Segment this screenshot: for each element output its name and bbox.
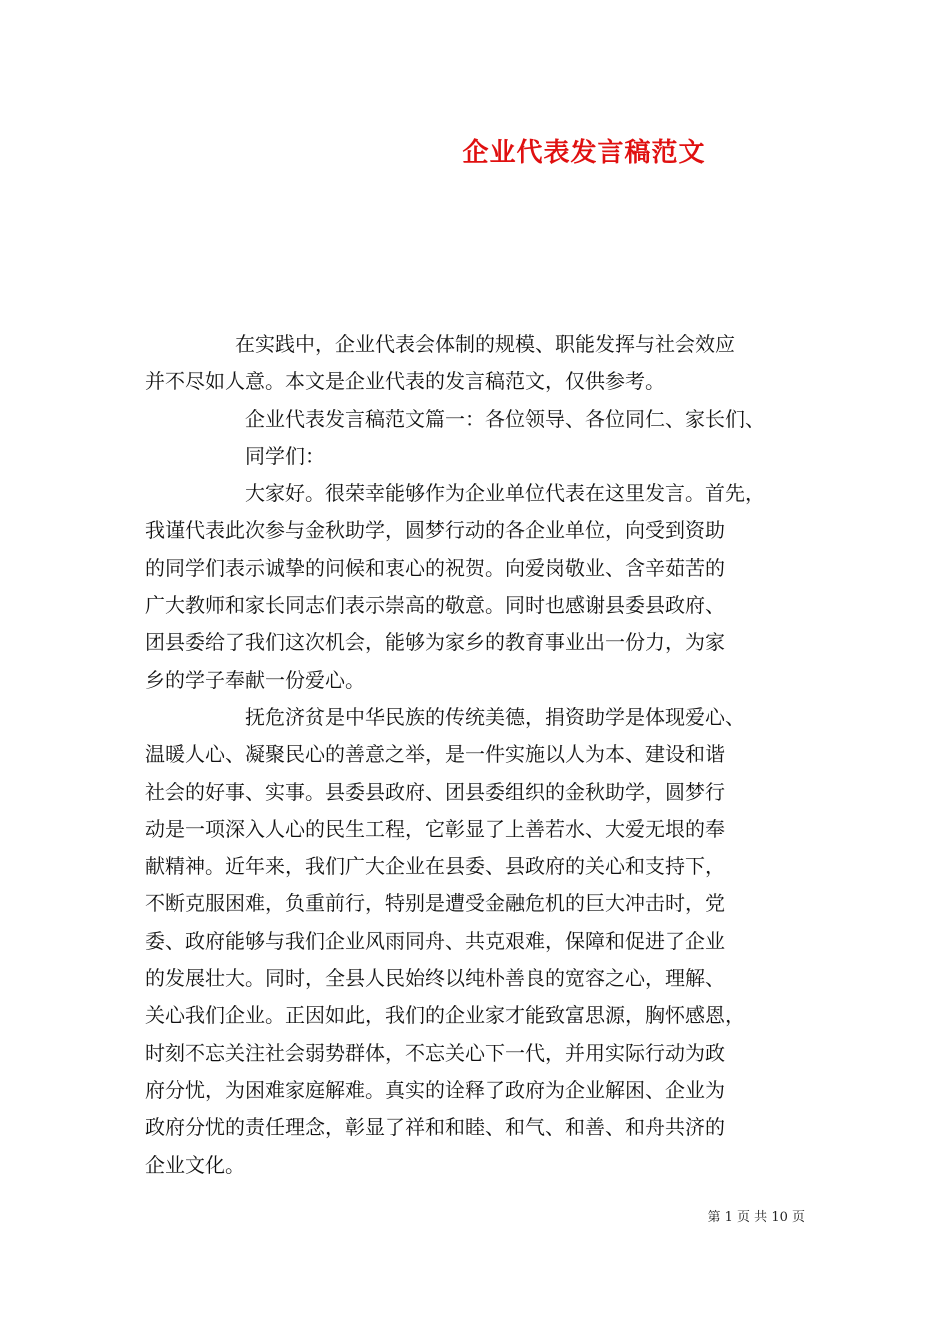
document-body	[145, 326, 810, 1184]
text-line: 府分忧，为困难家庭解难。真实的诠释了政府为企业解困、企业为	[145, 1077, 725, 1102]
text-line: 我谨代表此次参与金秋助学，圆梦行动的各企业单位，向受到资助	[145, 518, 725, 543]
text-line: 关心我们企业。正因如此，我们的企业家才能致富思源，胸怀感恩，	[145, 1003, 745, 1028]
text-line: 在实践中，企业代表会体制的规模、职能发挥与社会效应	[235, 332, 735, 356]
text-line: 献精神。近年来，我们广大企业在县委、县政府的关心和支持下，	[145, 854, 725, 879]
text-line: 温暖人心、凝聚民心的善意之举，是一件实施以人为本、建设和谐	[145, 742, 725, 767]
text-line: 的发展壮大。同时，全县人民始终以纯朴善良的宽容之心，理解、	[145, 966, 725, 991]
text-line: 政府分忧的责任理念，彰显了祥和和睦、和气、和善、和舟共济的	[145, 1115, 725, 1140]
text-line: 企业代表发言稿范文篇一：各位领导、各位同仁、家长们、	[245, 406, 765, 431]
text-line: 大家好。很荣幸能够作为企业单位代表在这里发言。首先，	[245, 481, 765, 506]
text-line: 动是一项深入人心的民生工程，它彰显了上善若水、大爱无垠的奉	[145, 816, 725, 841]
text-line: 抚危济贫是中华民族的传统美德，捐资助学是体现爱心、	[245, 704, 745, 729]
text-line: 企业文化。	[145, 1152, 245, 1177]
text-line: 不断克服困难，负重前行，特别是遭受金融危机的巨大冲击时，党	[145, 891, 725, 916]
text-line: 的同学们表示诚挚的问候和衷心的祝贺。向爱岗敬业、含辛茹苦的	[145, 555, 725, 580]
text-line: 乡的学子奉献一份爱心。	[145, 667, 365, 692]
text-line: 委、政府能够与我们企业风雨同舟、共克艰难，保障和促进了企业	[145, 928, 725, 953]
page-number-footer: 第 1 页 共 10 页	[707, 1210, 805, 1225]
text-line: 同学们：	[245, 443, 325, 468]
document-title: 企业代表发言稿范文	[462, 138, 706, 168]
text-line: 时刻不忘关注社会弱势群体，不忘关心下一代，并用实际行动为政	[145, 1040, 725, 1065]
text-line: 广大教师和家长同志们表示崇高的敬意。同时也感谢县委县政府、	[145, 593, 725, 618]
text-line: 团县委给了我们这次机会，能够为家乡的教育事业出一份力，为家	[145, 630, 725, 655]
text-line: 并不尽如人意。本文是企业代表的发言稿范文，仅供参考。	[145, 369, 665, 394]
text-line: 社会的好事、实事。县委县政府、团县委组织的金秋助学，圆梦行	[145, 779, 725, 804]
